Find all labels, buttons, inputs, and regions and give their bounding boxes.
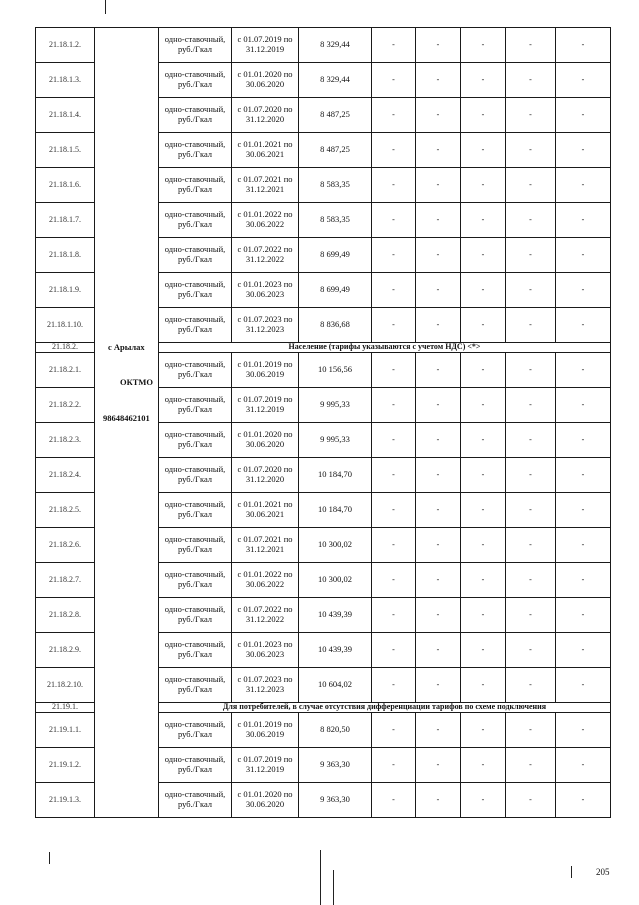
empty-value-dash: - (372, 353, 416, 388)
empty-value-dash: - (556, 273, 611, 308)
tariff-unit: одно-ставочный, руб./Гкал (159, 748, 232, 783)
empty-value-dash: - (372, 133, 416, 168)
empty-value-dash: - (556, 563, 611, 598)
row-number: 21.19.1.3. (36, 783, 95, 818)
tariff-value: 8 583,35 (299, 203, 372, 238)
empty-value-dash: - (461, 238, 506, 273)
row-number: 21.18.1.5. (36, 133, 95, 168)
empty-value-dash: - (506, 133, 556, 168)
empty-value-dash: - (372, 203, 416, 238)
tariff-value: 10 604,02 (299, 668, 372, 703)
empty-value-dash: - (506, 168, 556, 203)
tariff-unit: одно-ставочный, руб./Гкал (159, 63, 232, 98)
tariff-period: с 01.01.2019 по 30.06.2019 (232, 353, 299, 388)
row-number: 21.18.1.6. (36, 168, 95, 203)
row-number: 21.18.2.7. (36, 563, 95, 598)
empty-value-dash: - (556, 133, 611, 168)
locality-name: с Арылах (108, 342, 145, 352)
tariff-value: 8 487,25 (299, 98, 372, 133)
empty-value-dash: - (461, 458, 506, 493)
empty-value-dash: - (416, 598, 461, 633)
row-number: 21.18.1.2. (36, 28, 95, 63)
empty-value-dash: - (416, 783, 461, 818)
empty-value-dash: - (372, 528, 416, 563)
empty-value-dash: - (556, 388, 611, 423)
empty-value-dash: - (506, 388, 556, 423)
empty-value-dash: - (416, 493, 461, 528)
empty-value-dash: - (372, 598, 416, 633)
empty-value-dash: - (416, 28, 461, 63)
empty-value-dash: - (556, 598, 611, 633)
tariff-value: 8 820,50 (299, 713, 372, 748)
empty-value-dash: - (372, 238, 416, 273)
tariff-value: 10 184,70 (299, 458, 372, 493)
table-row (36, 423, 611, 458)
empty-value-dash: - (461, 168, 506, 203)
empty-value-dash: - (372, 668, 416, 703)
tariff-unit: одно-ставочный, руб./Гкал (159, 423, 232, 458)
table-row (36, 713, 611, 748)
tariff-value: 9 363,30 (299, 783, 372, 818)
region-cell (95, 238, 159, 273)
tariff-unit: одно-ставочный, руб./Гкал (159, 353, 232, 388)
row-number: 21.18.2.4. (36, 458, 95, 493)
empty-value-dash: - (506, 28, 556, 63)
region-cell (95, 133, 159, 168)
empty-value-dash: - (556, 238, 611, 273)
empty-value-dash: - (506, 748, 556, 783)
empty-value-dash: - (416, 423, 461, 458)
region-cell (95, 563, 159, 598)
tariff-unit: одно-ставочный, руб./Гкал (159, 388, 232, 423)
tariff-period: с 01.07.2021 по 31.12.2021 (232, 168, 299, 203)
empty-value-dash: - (416, 308, 461, 343)
empty-value-dash: - (461, 668, 506, 703)
empty-value-dash: - (556, 423, 611, 458)
scan-artifact-line (49, 852, 50, 864)
empty-value-dash: - (416, 713, 461, 748)
empty-value-dash: - (556, 713, 611, 748)
empty-value-dash: - (461, 388, 506, 423)
region-cell (95, 273, 159, 308)
empty-value-dash: - (556, 633, 611, 668)
empty-value-dash: - (556, 458, 611, 493)
tariff-period: с 01.07.2021 по 31.12.2021 (232, 528, 299, 563)
tariff-value: 9 995,33 (299, 423, 372, 458)
scan-artifact-line (105, 0, 106, 14)
empty-value-dash: - (461, 783, 506, 818)
tariff-period: с 01.07.2019 по 31.12.2019 (232, 28, 299, 63)
tariff-value: 8 329,44 (299, 28, 372, 63)
empty-value-dash: - (416, 98, 461, 133)
empty-value-dash: - (416, 273, 461, 308)
empty-value-dash: - (461, 748, 506, 783)
row-number: 21.18.2.3. (36, 423, 95, 458)
tariff-value: 9 995,33 (299, 388, 372, 423)
empty-value-dash: - (372, 388, 416, 423)
oktmo-code: 98648462101 (103, 413, 150, 423)
region-cell (95, 668, 159, 703)
tariff-unit: одно-ставочный, руб./Гкал (159, 598, 232, 633)
tariff-unit: одно-ставочный, руб./Гкал (159, 563, 232, 598)
tariff-period: с 01.01.2022 по 30.06.2022 (232, 203, 299, 238)
empty-value-dash: - (556, 168, 611, 203)
tariff-period: с 01.07.2019 по 31.12.2019 (232, 748, 299, 783)
empty-value-dash: - (372, 633, 416, 668)
empty-value-dash: - (461, 528, 506, 563)
section-number: 21.18.2. (36, 343, 95, 353)
tariff-unit: одно-ставочный, руб./Гкал (159, 308, 232, 343)
tariff-period: с 01.07.2020 по 31.12.2020 (232, 98, 299, 133)
tariff-value: 10 156,56 (299, 353, 372, 388)
scan-artifact-line (320, 850, 321, 905)
empty-value-dash: - (372, 748, 416, 783)
empty-value-dash: - (372, 423, 416, 458)
tariff-period: с 01.01.2019 по 30.06.2019 (232, 713, 299, 748)
row-number: 21.18.1.8. (36, 238, 95, 273)
row-number: 21.18.2.10. (36, 668, 95, 703)
empty-value-dash: - (416, 63, 461, 98)
table-row (36, 493, 611, 528)
row-number: 21.18.2.9. (36, 633, 95, 668)
tariff-period: с 01.01.2022 по 30.06.2022 (232, 563, 299, 598)
table-row (36, 598, 611, 633)
region-cell (95, 168, 159, 203)
empty-value-dash: - (461, 423, 506, 458)
table-row (36, 748, 611, 783)
empty-value-dash: - (506, 238, 556, 273)
tariff-unit: одно-ставочный, руб./Гкал (159, 493, 232, 528)
tariff-period: с 01.01.2021 по 30.06.2021 (232, 493, 299, 528)
tariff-period: с 01.01.2020 по 30.06.2020 (232, 783, 299, 818)
row-number: 21.18.1.7. (36, 203, 95, 238)
empty-value-dash: - (506, 783, 556, 818)
row-number: 21.18.1.3. (36, 63, 95, 98)
region-cell (95, 98, 159, 133)
empty-value-dash: - (506, 63, 556, 98)
empty-value-dash: - (416, 238, 461, 273)
empty-value-dash: - (506, 203, 556, 238)
tariff-period: с 01.01.2021 по 30.06.2021 (232, 133, 299, 168)
tariff-unit: одно-ставочный, руб./Гкал (159, 98, 232, 133)
row-number: 21.18.2.6. (36, 528, 95, 563)
empty-value-dash: - (372, 273, 416, 308)
region-cell (95, 493, 159, 528)
row-number: 21.18.2.1. (36, 353, 95, 388)
empty-value-dash: - (372, 493, 416, 528)
section-heading-row (36, 703, 611, 713)
section-title: Для потребителей, в случае отсутствия дифференциации тарифов по схеме подключения (159, 703, 611, 713)
table-row (36, 98, 611, 133)
empty-value-dash: - (556, 308, 611, 343)
region-cell (95, 28, 159, 63)
tariff-unit: одно-ставочный, руб./Гкал (159, 668, 232, 703)
empty-value-dash: - (556, 668, 611, 703)
empty-value-dash: - (461, 563, 506, 598)
empty-value-dash: - (461, 353, 506, 388)
empty-value-dash: - (461, 308, 506, 343)
tariff-unit: одно-ставочный, руб./Гкал (159, 633, 232, 668)
oktmo-label: ОКТМО (120, 377, 153, 387)
empty-value-dash: - (416, 633, 461, 668)
empty-value-dash: - (416, 528, 461, 563)
region-cell (95, 633, 159, 668)
region-cell (95, 528, 159, 563)
tariff-value: 10 184,70 (299, 493, 372, 528)
empty-value-dash: - (416, 353, 461, 388)
row-number: 21.18.1.9. (36, 273, 95, 308)
row-number: 21.18.2.8. (36, 598, 95, 633)
table-row (36, 308, 611, 343)
tariff-period: с 01.07.2022 по 31.12.2022 (232, 598, 299, 633)
row-number: 21.19.1.1. (36, 713, 95, 748)
empty-value-dash: - (461, 28, 506, 63)
empty-value-dash: - (461, 598, 506, 633)
region-cell (95, 748, 159, 783)
tariff-unit: одно-ставочный, руб./Гкал (159, 783, 232, 818)
tariff-period: с 01.07.2023 по 31.12.2023 (232, 308, 299, 343)
table-row (36, 633, 611, 668)
empty-value-dash: - (506, 353, 556, 388)
tariff-period: с 01.07.2022 по 31.12.2022 (232, 238, 299, 273)
scan-artifact-line (333, 870, 334, 905)
tariff-period: с 01.07.2020 по 31.12.2020 (232, 458, 299, 493)
region-cell (95, 783, 159, 818)
table-row (36, 273, 611, 308)
tariff-period: с 01.01.2023 по 30.06.2023 (232, 273, 299, 308)
tariff-unit: одно-ставочный, руб./Гкал (159, 28, 232, 63)
tariff-value: 10 439,39 (299, 633, 372, 668)
empty-value-dash: - (506, 308, 556, 343)
tariff-value: 9 363,30 (299, 748, 372, 783)
empty-value-dash: - (461, 633, 506, 668)
empty-value-dash: - (461, 493, 506, 528)
empty-value-dash: - (556, 783, 611, 818)
page-number: 205 (596, 867, 610, 877)
row-number: 21.18.1.4. (36, 98, 95, 133)
tariff-value: 8 699,49 (299, 273, 372, 308)
tariff-unit: одно-ставочный, руб./Гкал (159, 273, 232, 308)
tariff-unit: одно-ставочный, руб./Гкал (159, 168, 232, 203)
empty-value-dash: - (556, 63, 611, 98)
empty-value-dash: - (416, 563, 461, 598)
empty-value-dash: - (372, 63, 416, 98)
empty-value-dash: - (506, 493, 556, 528)
empty-value-dash: - (372, 713, 416, 748)
empty-value-dash: - (506, 458, 556, 493)
empty-value-dash: - (506, 423, 556, 458)
empty-value-dash: - (372, 458, 416, 493)
empty-value-dash: - (506, 633, 556, 668)
region-cell (95, 308, 159, 343)
empty-value-dash: - (372, 783, 416, 818)
row-number: 21.18.1.10. (36, 308, 95, 343)
empty-value-dash: - (506, 598, 556, 633)
empty-value-dash: - (506, 668, 556, 703)
empty-value-dash: - (416, 388, 461, 423)
empty-value-dash: - (461, 98, 506, 133)
tariff-unit: одно-ставочный, руб./Гкал (159, 133, 232, 168)
tariff-value: 8 836,68 (299, 308, 372, 343)
empty-value-dash: - (506, 273, 556, 308)
tariff-value: 10 300,02 (299, 563, 372, 598)
row-number: 21.18.2.5. (36, 493, 95, 528)
tariff-value: 8 699,49 (299, 238, 372, 273)
region-cell (95, 598, 159, 633)
tariff-unit: одно-ставочный, руб./Гкал (159, 528, 232, 563)
empty-value-dash: - (416, 458, 461, 493)
empty-value-dash: - (461, 133, 506, 168)
table-row (36, 783, 611, 818)
empty-value-dash: - (372, 98, 416, 133)
tariff-period: с 01.01.2020 по 30.06.2020 (232, 423, 299, 458)
empty-value-dash: - (461, 63, 506, 98)
section-number: 21.19.1. (36, 703, 95, 713)
tariff-unit: одно-ставочный, руб./Гкал (159, 713, 232, 748)
region-cell (95, 423, 159, 458)
section-title: Население (тарифы указываются с учетом НДС) <*> (159, 343, 611, 353)
empty-value-dash: - (556, 748, 611, 783)
empty-value-dash: - (461, 713, 506, 748)
tariff-period: с 01.01.2020 по 30.06.2020 (232, 63, 299, 98)
table-row (36, 563, 611, 598)
empty-value-dash: - (556, 28, 611, 63)
empty-value-dash: - (506, 528, 556, 563)
region-cell (95, 203, 159, 238)
tariff-period: с 01.07.2019 по 31.12.2019 (232, 388, 299, 423)
empty-value-dash: - (372, 308, 416, 343)
empty-value-dash: - (556, 353, 611, 388)
empty-value-dash: - (506, 713, 556, 748)
empty-value-dash: - (506, 563, 556, 598)
table-row (36, 203, 611, 238)
empty-value-dash: - (372, 168, 416, 203)
tariff-unit: одно-ставочный, руб./Гкал (159, 458, 232, 493)
empty-value-dash: - (416, 668, 461, 703)
empty-value-dash: - (461, 273, 506, 308)
table-row (36, 168, 611, 203)
row-number: 21.18.2.2. (36, 388, 95, 423)
empty-value-dash: - (556, 98, 611, 133)
table-row (36, 528, 611, 563)
empty-value-dash: - (416, 748, 461, 783)
tariff-period: с 01.07.2023 по 31.12.2023 (232, 668, 299, 703)
table-row (36, 63, 611, 98)
table-row (36, 133, 611, 168)
empty-value-dash: - (556, 203, 611, 238)
empty-value-dash: - (416, 133, 461, 168)
empty-value-dash: - (372, 28, 416, 63)
tariff-value: 10 439,39 (299, 598, 372, 633)
tariff-unit: одно-ставочный, руб./Гкал (159, 238, 232, 273)
region-cell (95, 458, 159, 493)
empty-value-dash: - (372, 563, 416, 598)
tariff-value: 8 487,25 (299, 133, 372, 168)
empty-value-dash: - (556, 493, 611, 528)
empty-value-dash: - (461, 203, 506, 238)
scan-artifact-line (571, 866, 572, 878)
region-cell (95, 713, 159, 748)
empty-value-dash: - (416, 203, 461, 238)
tariff-period: с 01.01.2023 по 30.06.2023 (232, 633, 299, 668)
table-row (36, 458, 611, 493)
row-number: 21.19.1.2. (36, 748, 95, 783)
table-row (36, 668, 611, 703)
tariff-value: 8 583,35 (299, 168, 372, 203)
empty-value-dash: - (556, 528, 611, 563)
table-row (36, 238, 611, 273)
empty-value-dash: - (506, 98, 556, 133)
tariff-value: 10 300,02 (299, 528, 372, 563)
region-cell (95, 703, 159, 713)
tariff-unit: одно-ставочный, руб./Гкал (159, 203, 232, 238)
tariff-value: 8 329,44 (299, 63, 372, 98)
region-cell (95, 63, 159, 98)
empty-value-dash: - (416, 168, 461, 203)
table-row (36, 28, 611, 63)
